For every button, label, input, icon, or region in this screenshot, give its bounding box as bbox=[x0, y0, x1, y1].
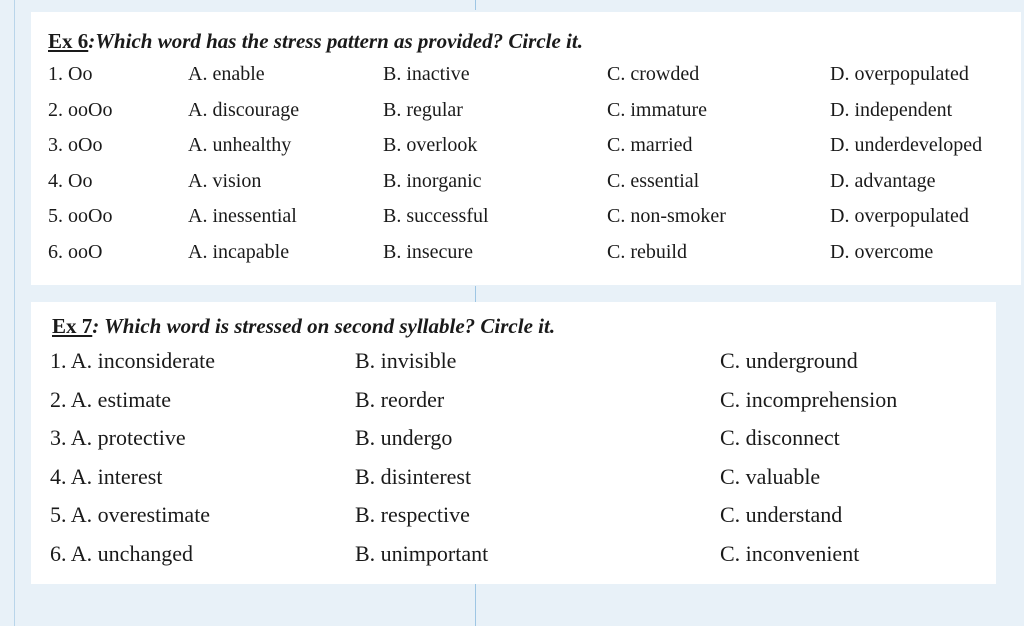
exercise-6-label: Ex 6 bbox=[48, 29, 89, 53]
ex7-option-c[interactable]: C. incomprehension bbox=[720, 386, 898, 412]
ex7-option-a[interactable]: 4. A. interest bbox=[50, 463, 163, 489]
ex6-option-d[interactable]: D. overpopulated bbox=[830, 63, 969, 85]
ex6-option-d[interactable]: D. advantage bbox=[830, 169, 936, 192]
ex7-option-b[interactable]: B. unimportant bbox=[355, 540, 489, 566]
exercise-7-title bbox=[52, 314, 555, 339]
ex7-option-b[interactable]: B. invisible bbox=[355, 348, 457, 373]
ex6-option-b[interactable]: B. successful bbox=[383, 205, 489, 227]
exercise-6-prompt: :Which word has the stress pattern as provided? Circle it. bbox=[88, 29, 583, 53]
ex6-option-a[interactable]: A. discourage bbox=[188, 98, 300, 121]
exercise-7-panel bbox=[31, 302, 996, 584]
ex6-option-a[interactable]: A. unhealthy bbox=[188, 134, 292, 156]
ex6-question-number-pattern: 3. oOo bbox=[48, 134, 103, 156]
ex7-option-c[interactable]: C. inconvenient bbox=[720, 540, 860, 566]
ex7-question-row bbox=[31, 348, 996, 378]
page-margin-line bbox=[14, 0, 15, 626]
ex6-option-b[interactable]: B. inorganic bbox=[383, 169, 482, 192]
ex6-question-row bbox=[31, 99, 1021, 129]
ex6-option-c[interactable]: C. married bbox=[607, 134, 693, 156]
ex7-option-c[interactable]: C. underground bbox=[720, 348, 858, 373]
ex6-question-number-pattern: 2. ooOo bbox=[48, 98, 113, 121]
ex7-option-c[interactable]: C. disconnect bbox=[720, 425, 840, 450]
exercise-6-panel bbox=[31, 12, 1021, 285]
ex6-option-a[interactable]: A. incapable bbox=[188, 240, 290, 263]
ex6-option-b[interactable]: B. regular bbox=[383, 98, 463, 121]
ex6-option-c[interactable]: C. essential bbox=[607, 169, 700, 192]
ex6-question-number-pattern: 1. Oo bbox=[48, 63, 93, 85]
ex7-option-a[interactable]: 2. A. estimate bbox=[50, 386, 171, 412]
ex6-option-a[interactable]: A. inessential bbox=[188, 205, 297, 227]
ex7-option-b[interactable]: B. undergo bbox=[355, 425, 453, 450]
ex6-option-c[interactable]: C. rebuild bbox=[607, 240, 687, 263]
column-guide-bottom bbox=[475, 584, 476, 626]
ex7-option-a[interactable]: 3. A. protective bbox=[50, 425, 186, 450]
ex7-question-row bbox=[31, 502, 996, 532]
ex7-question-row bbox=[31, 425, 996, 455]
ex7-option-c[interactable]: C. understand bbox=[720, 502, 843, 527]
ex6-question-number-pattern: 6. ooO bbox=[48, 240, 103, 263]
ex6-question-row bbox=[31, 170, 1021, 200]
ex6-question-row bbox=[31, 63, 1021, 93]
ex6-option-c[interactable]: C. crowded bbox=[607, 63, 700, 85]
ex7-option-a[interactable]: 5. A. overestimate bbox=[50, 502, 211, 527]
ex6-option-b[interactable]: B. inactive bbox=[383, 63, 470, 85]
ex6-option-c[interactable]: C. non-smoker bbox=[607, 205, 726, 227]
ex6-option-a[interactable]: A. enable bbox=[188, 63, 265, 85]
exercise-7-label: Ex 7 bbox=[52, 314, 93, 338]
exercise-6-title bbox=[48, 29, 583, 54]
ex6-option-d[interactable]: D. overcome bbox=[830, 240, 934, 263]
ex7-question-row bbox=[31, 541, 996, 571]
ex6-option-b[interactable]: B. insecure bbox=[383, 240, 473, 263]
ex6-question-row bbox=[31, 241, 1021, 271]
ex6-option-d[interactable]: D. underdeveloped bbox=[830, 134, 983, 156]
ex7-option-a[interactable]: 6. A. unchanged bbox=[50, 540, 193, 566]
ex7-option-c[interactable]: C. valuable bbox=[720, 463, 821, 489]
ex7-option-b[interactable]: B. disinterest bbox=[355, 463, 472, 489]
exercise-7-prompt: : Which word is stressed on second syllable? Circle it. bbox=[92, 314, 556, 338]
ex7-option-a[interactable]: 1. A. inconsiderate bbox=[50, 348, 215, 373]
ex6-option-b[interactable]: B. overlook bbox=[383, 134, 478, 156]
ex6-option-a[interactable]: A. vision bbox=[188, 169, 262, 192]
ex6-question-row bbox=[31, 134, 1021, 164]
ex6-option-d[interactable]: D. overpopulated bbox=[830, 205, 969, 227]
ex6-question-row bbox=[31, 205, 1021, 235]
ex6-option-d[interactable]: D. independent bbox=[830, 98, 953, 121]
ex7-option-b[interactable]: B. respective bbox=[355, 502, 470, 527]
ex6-question-number-pattern: 4. Oo bbox=[48, 169, 93, 192]
ex6-option-c[interactable]: C. immature bbox=[607, 98, 707, 121]
column-guide-top bbox=[475, 0, 476, 10]
ex7-question-row bbox=[31, 387, 996, 417]
ex6-question-number-pattern: 5. ooOo bbox=[48, 205, 113, 227]
ex7-option-b[interactable]: B. reorder bbox=[355, 386, 445, 412]
ex7-question-row bbox=[31, 464, 996, 494]
column-guide-middle bbox=[475, 286, 476, 302]
